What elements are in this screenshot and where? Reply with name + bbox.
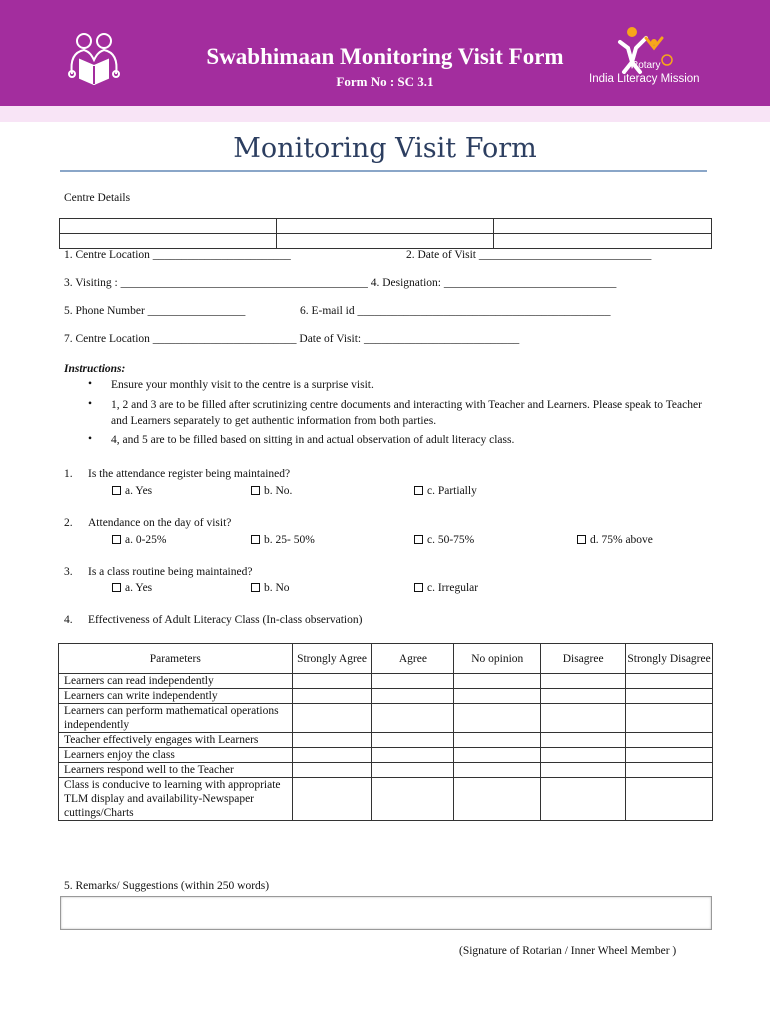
rating-cell[interactable] [541, 689, 626, 704]
question-number: 1. [64, 468, 73, 480]
table-row [59, 778, 713, 821]
checkbox-icon[interactable] [577, 535, 586, 544]
column-header: Strongly Agree [292, 644, 372, 674]
rating-cell[interactable] [541, 778, 626, 821]
table-row [59, 689, 713, 704]
checkbox-icon[interactable] [112, 486, 121, 495]
rating-cell[interactable] [292, 689, 372, 704]
rating-cell[interactable] [372, 674, 454, 689]
rating-cell[interactable] [372, 763, 454, 778]
option-label: a. Yes [125, 485, 153, 497]
table-cell[interactable] [60, 219, 277, 234]
parameter-cell: Learners respond well to the Teacher [59, 763, 293, 778]
table-row [59, 733, 713, 748]
parameter-cell: Learners can perform mathematical operations independently [59, 704, 293, 733]
phone-number-field[interactable]: 5. Phone Number _________________ [64, 305, 246, 317]
rating-cell[interactable] [372, 689, 454, 704]
rating-cell[interactable] [626, 763, 713, 778]
column-header: Disagree [541, 644, 626, 674]
question-text: Effectiveness of Adult Literacy Class (In-class observation) [88, 614, 363, 626]
column-header: Strongly Disagree [626, 644, 713, 674]
column-header: Parameters [59, 644, 293, 674]
checkbox-icon[interactable] [112, 535, 121, 544]
rating-cell[interactable] [541, 704, 626, 733]
question-text: Attendance on the day of visit? [88, 517, 232, 529]
rating-cell[interactable] [541, 763, 626, 778]
parameter-cell: Learners can read independently [59, 674, 293, 689]
rating-cell[interactable] [454, 778, 541, 821]
option-label: c. 50-75% [427, 534, 475, 546]
rating-cell[interactable] [541, 674, 626, 689]
instruction-item: 1, 2 and 3 are to be filled after scrutinizing centre documents and interacting with Teacher and Learners. Please speak to Teacher and Learners separately to get authentic information from both parties. [111, 399, 702, 427]
form-number: Form No : SC 3.1 [336, 74, 434, 89]
question-number: 3. [64, 566, 73, 578]
instruction-item: 4, and 5 are to be filled based on sitting in and actual observation of adult literacy class. [111, 434, 515, 446]
rating-cell[interactable] [626, 748, 713, 763]
rating-cell[interactable] [292, 748, 372, 763]
checkbox-icon[interactable] [112, 583, 121, 592]
rating-cell[interactable] [292, 763, 372, 778]
remarks-label: 5. Remarks/ Suggestions (within 250 words) [64, 880, 270, 892]
bullet: • [88, 433, 93, 445]
rating-cell[interactable] [292, 733, 372, 748]
visiting-designation-field[interactable]: 3. Visiting : ___________________________________________ 4. Designation: ______________________________ [64, 277, 617, 289]
mission-label: India Literacy Mission [589, 73, 700, 85]
option-label: b. 25- 50% [264, 534, 315, 546]
table-row [59, 763, 713, 778]
parameter-cell: Learners can write independently [59, 689, 293, 704]
checkbox-icon[interactable] [251, 486, 260, 495]
option-checkbox[interactable] [112, 485, 152, 497]
rating-cell[interactable] [292, 778, 372, 821]
centre-details-table [59, 218, 712, 249]
rating-cell[interactable] [454, 763, 541, 778]
rating-cell[interactable] [292, 674, 372, 689]
bullet: • [88, 378, 93, 390]
column-header: No opinion [454, 644, 541, 674]
table-row [59, 748, 713, 763]
question-text: Is a class routine being maintained? [88, 566, 253, 578]
table-cell[interactable] [60, 234, 277, 249]
option-label: a. 0-25% [125, 534, 167, 546]
question-number: 4. [64, 614, 73, 626]
rating-cell[interactable] [454, 733, 541, 748]
rating-cell[interactable] [626, 733, 713, 748]
rating-cell[interactable] [541, 748, 626, 763]
rating-cell[interactable] [454, 748, 541, 763]
centre-location-field[interactable]: 1. Centre Location ________________________ [64, 249, 291, 261]
option-checkbox[interactable] [251, 485, 292, 497]
rating-cell[interactable] [372, 704, 454, 733]
checkbox-icon[interactable] [414, 583, 423, 592]
rating-cell[interactable] [372, 748, 454, 763]
title-divider [60, 170, 707, 172]
date-of-visit-field[interactable]: 2. Date of Visit ______________________________ [406, 249, 652, 261]
signature-label: (Signature of Rotarian / Inner Wheel Member ) [459, 945, 677, 957]
reading-people-icon [64, 30, 124, 86]
rotary-label: Rotary [631, 60, 661, 71]
rating-cell[interactable] [454, 674, 541, 689]
rating-cell[interactable] [626, 778, 713, 821]
parameter-cell: Teacher effectively engages with Learners [59, 733, 293, 748]
page-title: Monitoring Visit Form [233, 133, 537, 164]
centre-details-label: Centre Details [64, 192, 131, 204]
table-cell[interactable] [276, 234, 494, 249]
parameter-cell: Learners enjoy the class [59, 748, 293, 763]
rating-cell[interactable] [626, 704, 713, 733]
remarks-input[interactable] [60, 896, 712, 930]
effectiveness-table [58, 643, 713, 821]
table-cell[interactable] [494, 234, 712, 249]
option-checkbox[interactable] [414, 534, 474, 546]
question-text: Is the attendance register being maintained? [88, 468, 291, 480]
option-label: d. 75% above [590, 534, 653, 546]
parameter-cell: Class is conducive to learning with appropriate TLM display and availability-Newspaper cuttings/Charts [59, 778, 293, 821]
option-checkbox[interactable] [112, 582, 152, 594]
bullet: • [88, 398, 93, 410]
column-header: Agree [372, 644, 454, 674]
rating-cell[interactable] [626, 674, 713, 689]
table-cell[interactable] [494, 219, 712, 234]
rating-cell[interactable] [541, 733, 626, 748]
rating-cell[interactable] [372, 778, 454, 821]
checkbox-icon[interactable] [414, 486, 423, 495]
rating-cell[interactable] [454, 689, 541, 704]
option-label: b. No [264, 582, 290, 594]
checkbox-icon[interactable] [251, 535, 260, 544]
table-header-row [59, 644, 713, 674]
checkbox-icon[interactable] [414, 535, 423, 544]
rating-cell[interactable] [292, 704, 372, 733]
rating-cell[interactable] [626, 689, 713, 704]
option-checkbox[interactable] [414, 582, 478, 594]
option-checkbox[interactable] [251, 534, 315, 546]
instructions-heading: Instructions: [64, 363, 126, 375]
table-row [59, 704, 713, 733]
option-label: c. Partially [427, 485, 477, 497]
table-row [59, 674, 713, 689]
checkbox-icon[interactable] [251, 583, 260, 592]
centre-location-date-field[interactable]: 7. Centre Location _________________________ Date of Visit: ___________________________ [64, 333, 520, 345]
option-label: c. Irregular [427, 582, 479, 594]
option-checkbox[interactable] [112, 534, 167, 546]
rating-cell[interactable] [372, 733, 454, 748]
option-checkbox[interactable] [577, 534, 653, 546]
instruction-item: Ensure your monthly visit to the centre is a surprise visit. [111, 379, 374, 391]
header-strip [0, 106, 770, 122]
option-label: a. Yes [125, 582, 153, 594]
rating-cell[interactable] [454, 704, 541, 733]
form-header-title: Swabhimaan Monitoring Visit Form [206, 44, 564, 69]
option-label: b. No. [264, 485, 293, 497]
email-field[interactable]: 6. E-mail id ____________________________________________ [300, 305, 611, 317]
question-number: 2. [64, 517, 73, 529]
table-cell[interactable] [276, 219, 494, 234]
option-checkbox[interactable] [414, 485, 477, 497]
option-checkbox[interactable] [251, 582, 290, 594]
